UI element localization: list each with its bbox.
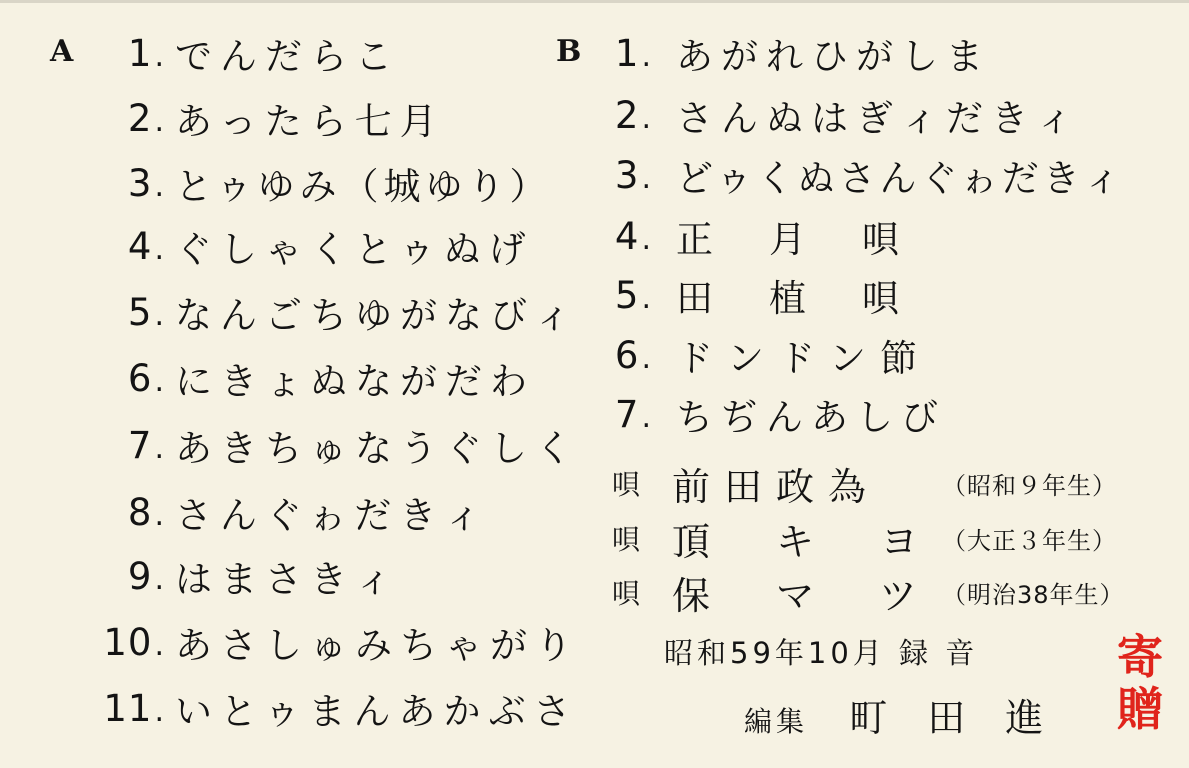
seal-char-bottom: 贈 [1117, 682, 1163, 736]
side-a-track-11 [0, 683, 579, 733]
track-number: 1. [127, 31, 165, 75]
side-b-track-2 [612, 90, 1081, 140]
side-b-track-1 [612, 28, 991, 78]
singer-birth: （明治38年生） [942, 580, 1125, 609]
track-number: 4. [614, 214, 652, 258]
track-number: 7. [614, 392, 652, 436]
track-title: 田植唄 [676, 277, 955, 320]
side-a-track-3 [0, 158, 552, 208]
side-b-track-3 [612, 150, 1125, 200]
singer-mark: 唄 [612, 468, 641, 501]
track-title: あがれひがしま [676, 35, 991, 78]
track-number: 6. [614, 333, 652, 377]
track-number: 3. [127, 161, 165, 205]
track-title: いとゥまんあかぶさ [175, 690, 579, 733]
track-title: さんぬはぎィだきィ [676, 97, 1081, 140]
track-number: 1. [614, 31, 652, 75]
side-a-track-5 [0, 287, 579, 337]
singer-mark: 唄 [612, 523, 641, 556]
track-title: あったら七月 [175, 100, 445, 143]
gift-seal-stamp [1112, 631, 1168, 735]
singer-row-1 [612, 458, 1117, 508]
editor-name: 町田進 [849, 696, 1084, 740]
track-title: なんごちゆがなびィ [175, 294, 580, 337]
singer-row-3 [612, 567, 1125, 617]
track-number: 7. [127, 423, 165, 467]
track-number: 4. [127, 224, 165, 268]
singer-birth: （昭和９年生） [942, 471, 1117, 500]
track-number: 3. [614, 153, 652, 197]
side-a-track-10 [0, 617, 580, 667]
track-title: ドンドン節 [676, 337, 931, 380]
track-number: 6. [127, 356, 165, 400]
side-b-track-4 [612, 211, 955, 261]
singer-mark: 唄 [612, 577, 641, 610]
singer-row-2 [612, 513, 1117, 563]
side-b-label: B [556, 34, 582, 69]
track-title: はまさきィ [175, 558, 400, 601]
side-a-track-7 [0, 420, 580, 470]
side-a-track-6 [0, 353, 535, 403]
seal-char-top: 寄 [1117, 630, 1163, 684]
singer-name: 保マツ [672, 573, 983, 618]
singer-name: 前田政為 [672, 464, 881, 509]
track-title: あさしゅみちゃがり [175, 624, 580, 667]
track-title: さんぐゎだきィ [175, 494, 490, 537]
track-title: どゥくぬさんぐゎだきィ [676, 157, 1125, 200]
editor-label: 編集 [744, 705, 809, 738]
side-a-track-4 [0, 221, 534, 271]
track-title: でんだらこ [175, 35, 400, 78]
track-title: ぐしゃくとゥぬげ [175, 228, 534, 271]
track-number: 11. [103, 686, 165, 730]
side-b-track-5 [612, 270, 955, 320]
singer-birth: （大正３年生） [942, 526, 1117, 555]
editor-credit [744, 687, 1083, 742]
side-a-track-1 [0, 28, 400, 78]
track-title: 正月唄 [676, 218, 955, 261]
track-number: 2. [127, 96, 165, 140]
track-title: にきょぬながだわ [175, 360, 535, 403]
recording-date: 昭和59年10月 録 音 [664, 636, 979, 670]
side-a-track-2 [0, 93, 445, 143]
track-number: 5. [127, 290, 165, 334]
side-b-track-6 [612, 330, 931, 380]
track-title: ちぢんあしび [676, 396, 946, 439]
track-title: とゥゆみ（城ゆり） [175, 165, 552, 208]
side-b-track-7 [612, 389, 946, 439]
track-number: 10. [103, 620, 165, 664]
track-number: 9. [127, 554, 165, 598]
track-number: 5. [614, 273, 652, 317]
side-a-track-8 [0, 487, 489, 537]
side-a-track-9 [0, 551, 400, 601]
side-a-label: A [50, 34, 74, 69]
track-number: 2. [614, 93, 652, 137]
singer-name: 頂キヨ [672, 519, 985, 564]
track-title: あきちゅなうぐしく [175, 427, 580, 470]
track-number: 8. [127, 490, 165, 534]
